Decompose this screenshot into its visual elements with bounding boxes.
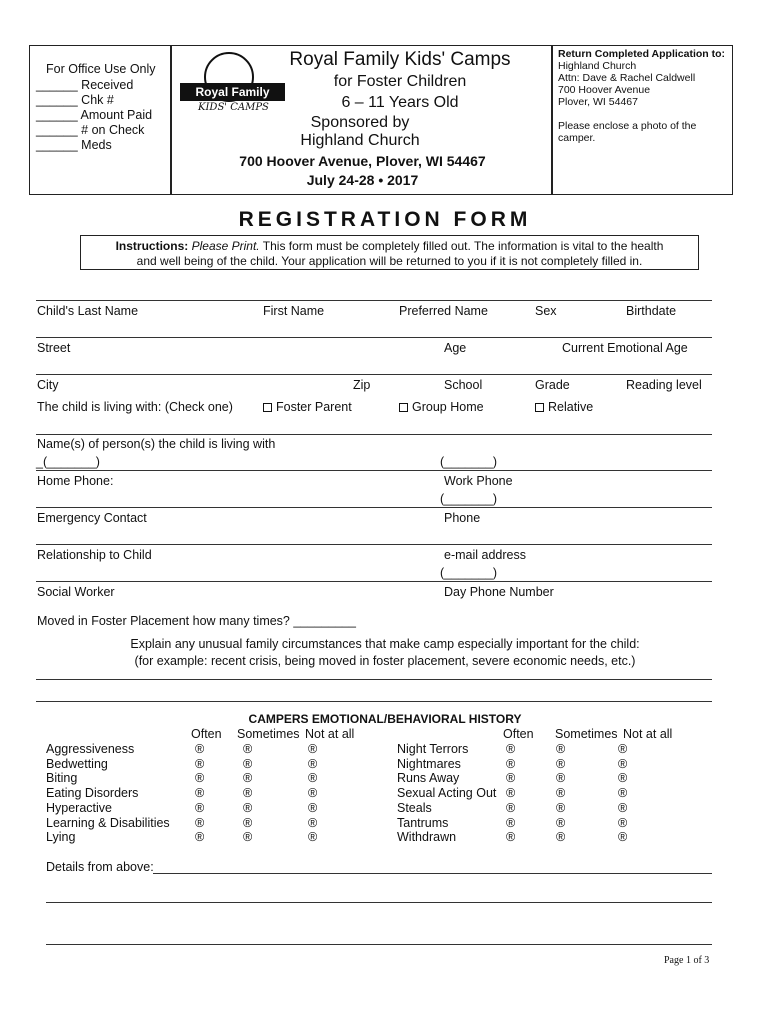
instructions-italic: Please Print.: [191, 239, 260, 253]
radio-often[interactable]: ®: [506, 742, 516, 756]
col-often-left: Often: [191, 727, 222, 741]
header-line2: for Foster Children: [333, 73, 467, 90]
option-relative-label: Relative: [548, 400, 594, 414]
radio-not-at-all[interactable]: ®: [618, 815, 628, 830]
label-last-name: Child's Last Name: [37, 304, 139, 318]
history-item-left: Eating Disorders: [46, 786, 139, 801]
history-item-right: Runs Away: [397, 771, 460, 786]
history-item-left: Bedwetting: [46, 756, 108, 771]
header-line5: Highland Church: [300, 132, 420, 149]
label-school: School: [444, 378, 483, 392]
label-reading-level: Reading level: [626, 378, 702, 392]
radio-sometimes[interactable]: ®: [556, 815, 566, 830]
return-title: Return Completed Application to:: [558, 48, 726, 60]
form-title: REGISTRATION FORM: [238, 208, 532, 231]
radio-often[interactable]: ®: [506, 771, 516, 786]
radio-not-at-all[interactable]: ®: [308, 786, 318, 801]
radio-often[interactable]: ®: [506, 830, 516, 845]
office-item: ______ Received: [36, 78, 134, 92]
col-not-left: Not at all: [305, 727, 355, 741]
office-item: ______ Meds: [36, 138, 112, 152]
option-group-home[interactable]: [399, 400, 484, 414]
logo-banner: Royal Family: [180, 83, 285, 101]
instructions-text1: This form must be completely filled out. The information is vital to the health: [259, 239, 664, 253]
label-names: Name(s) of person(s) the child is living with: [37, 437, 276, 451]
label-preferred-name: Preferred Name: [399, 304, 488, 318]
col-sometimes-right: Sometimes: [555, 727, 618, 741]
label-explain2: (for example: recent crisis, being moved in foster placement, severe economic needs, etc.): [134, 654, 636, 668]
return-note1: Please enclose a photo of the: [558, 120, 697, 132]
line-emergency[interactable]: [36, 507, 712, 508]
label-email: e-mail address: [444, 548, 526, 562]
radio-often[interactable]: ®: [506, 800, 516, 815]
return-lines: [558, 60, 695, 108]
header-line3: 6 – 11 Years Old: [341, 94, 459, 111]
history-item-left: Aggressiveness: [46, 742, 135, 756]
option-foster-parent[interactable]: [263, 400, 352, 414]
radio-sometimes[interactable]: ®: [556, 800, 566, 815]
checkbox-icon[interactable]: [263, 403, 272, 412]
radio-often[interactable]: ®: [506, 786, 516, 801]
radio-sometimes[interactable]: ®: [556, 771, 566, 786]
office-items: [36, 78, 152, 153]
history-item-right: Sexual Acting Out: [397, 786, 497, 801]
label-work-phone: Work Phone: [444, 474, 513, 488]
checkbox-icon[interactable]: [535, 403, 544, 412]
history-item-right: Steals: [397, 800, 432, 815]
page-number: Page 1 of 3: [664, 955, 710, 966]
col-sometimes-left: Sometimes: [237, 727, 300, 741]
radio-often[interactable]: ®: [195, 815, 205, 830]
label-social-worker: Social Worker: [37, 585, 115, 599]
radio-sometimes[interactable]: ®: [556, 830, 566, 845]
radio-often[interactable]: ®: [195, 800, 205, 815]
return-note2: camper.: [558, 132, 596, 144]
radio-not-at-all[interactable]: ®: [618, 742, 628, 756]
label-grade: Grade: [535, 378, 570, 392]
line-social-worker[interactable]: [36, 581, 712, 582]
logo-subtitle: KIDS' CAMPS: [198, 102, 269, 113]
office-title: For Office Use Only: [46, 62, 156, 76]
line-row1[interactable]: [36, 300, 712, 301]
radio-sometimes[interactable]: ®: [556, 742, 566, 756]
line-living-with[interactable]: [36, 434, 712, 435]
col-not-right: Not at all: [623, 727, 673, 741]
radio-not-at-all[interactable]: ®: [618, 830, 628, 845]
radio-not-at-all[interactable]: ®: [308, 800, 318, 815]
return-line: Plover, WI 54467: [558, 96, 638, 108]
radio-not-at-all[interactable]: ®: [618, 756, 628, 771]
paren-day: (_______): [440, 566, 497, 580]
history-item-left: Learning & Disabilities: [46, 815, 170, 830]
label-first-name: First Name: [263, 304, 325, 318]
header-dates: July 24-28 • 2017: [306, 172, 419, 188]
label-zip: Zip: [353, 378, 371, 392]
radio-sometimes[interactable]: ®: [243, 815, 253, 830]
history-item-left: Biting: [46, 771, 78, 786]
option-group-label: Group Home: [412, 400, 484, 414]
label-moved: Moved in Foster Placement how many times? _________: [37, 614, 356, 628]
radio-sometimes[interactable]: ®: [243, 742, 253, 756]
radio-not-at-all[interactable]: ®: [308, 830, 318, 845]
office-item: ______ Amount Paid: [36, 108, 153, 122]
return-line: 700 Hoover Avenue: [558, 84, 651, 96]
history-item-right: Nightmares: [397, 756, 461, 771]
radio-not-at-all[interactable]: ®: [308, 756, 318, 771]
radio-often[interactable]: ®: [506, 815, 516, 830]
radio-often[interactable]: ®: [195, 756, 205, 771]
office-item: ______ Chk #: [36, 93, 114, 107]
option-relative[interactable]: [535, 400, 593, 414]
radio-often[interactable]: ®: [195, 830, 205, 845]
radio-sometimes[interactable]: ®: [243, 786, 253, 801]
radio-sometimes[interactable]: ®: [243, 830, 253, 845]
line-row2[interactable]: [36, 337, 712, 338]
instructions-line1: [84, 239, 695, 253]
paren-home: _(_______): [36, 455, 100, 469]
radio-often[interactable]: ®: [195, 742, 205, 756]
radio-often[interactable]: ®: [506, 756, 516, 771]
label-age: Age: [444, 341, 467, 355]
checkbox-icon[interactable]: [399, 403, 408, 412]
label-phone: Phone: [444, 511, 481, 525]
history-item-right: Tantrums: [397, 815, 449, 830]
instructions-label: Instructions:: [115, 239, 189, 253]
instructions-line2: and well being of the child. Your application will be returned to you if it is not completely filled in.: [136, 254, 643, 268]
radio-sometimes[interactable]: ®: [243, 800, 253, 815]
radio-not-at-all[interactable]: ®: [308, 742, 318, 756]
label-day-phone: Day Phone Number: [444, 585, 554, 599]
radio-often[interactable]: ®: [195, 771, 205, 786]
header-title: Royal Family Kids' Camps: [289, 49, 511, 70]
radio-not-at-all[interactable]: ®: [618, 771, 628, 786]
line-details2[interactable]: [46, 902, 712, 903]
label-sex: Sex: [535, 304, 557, 318]
label-explain1: Explain any unusual family circumstances that make camp especially important for the child:: [130, 637, 640, 651]
radio-not-at-all[interactable]: ®: [308, 815, 318, 830]
history-item-right: Withdrawn: [397, 830, 457, 845]
radio-sometimes[interactable]: ®: [556, 756, 566, 771]
header-line4: Sponsored by: [310, 114, 410, 131]
return-line: Highland Church: [558, 60, 637, 72]
label-home-phone: Home Phone:: [37, 474, 114, 488]
radio-sometimes[interactable]: ®: [243, 756, 253, 771]
label-relationship: Relationship to Child: [37, 548, 152, 562]
radio-not-at-all[interactable]: ®: [618, 786, 628, 801]
label-details: Details from above:: [46, 860, 154, 874]
col-often-right: Often: [503, 727, 534, 741]
radio-sometimes[interactable]: ®: [243, 771, 253, 786]
radio-sometimes[interactable]: ®: [556, 786, 566, 801]
history-item-left: Lying: [46, 830, 76, 845]
label-street: Street: [37, 341, 71, 355]
office-item: ______ # on Check: [36, 123, 145, 137]
line-explain2[interactable]: [36, 701, 712, 702]
history-title: CAMPERS EMOTIONAL/BEHAVIORAL HISTORY: [248, 712, 522, 726]
label-living-with: The child is living with: (Check one): [37, 400, 233, 414]
label-birthdate: Birthdate: [626, 304, 677, 318]
history-item-right: Night Terrors: [397, 742, 469, 756]
line-details3[interactable]: [46, 944, 712, 945]
label-emergency: Emergency Contact: [37, 511, 147, 525]
radio-not-at-all[interactable]: ®: [618, 800, 628, 815]
label-city: City: [37, 378, 59, 392]
option-foster-label: Foster Parent: [276, 400, 352, 414]
line-details[interactable]: [153, 873, 712, 874]
header-address: 700 Hoover Avenue, Plover, WI 54467: [239, 153, 486, 169]
return-line: Attn: Dave & Rachel Caldwell: [558, 72, 696, 84]
radio-often[interactable]: ®: [195, 786, 205, 801]
paren-work: (_______): [440, 455, 497, 469]
paren-emergency: (_______): [440, 492, 497, 506]
radio-not-at-all[interactable]: ®: [308, 771, 318, 786]
history-item-left: Hyperactive: [46, 800, 112, 815]
line-home-phone[interactable]: [36, 470, 712, 471]
line-row3[interactable]: [36, 374, 712, 375]
line-explain1[interactable]: [36, 679, 712, 680]
line-relationship[interactable]: [36, 544, 712, 545]
label-emotional-age: Current Emotional Age: [562, 341, 688, 355]
